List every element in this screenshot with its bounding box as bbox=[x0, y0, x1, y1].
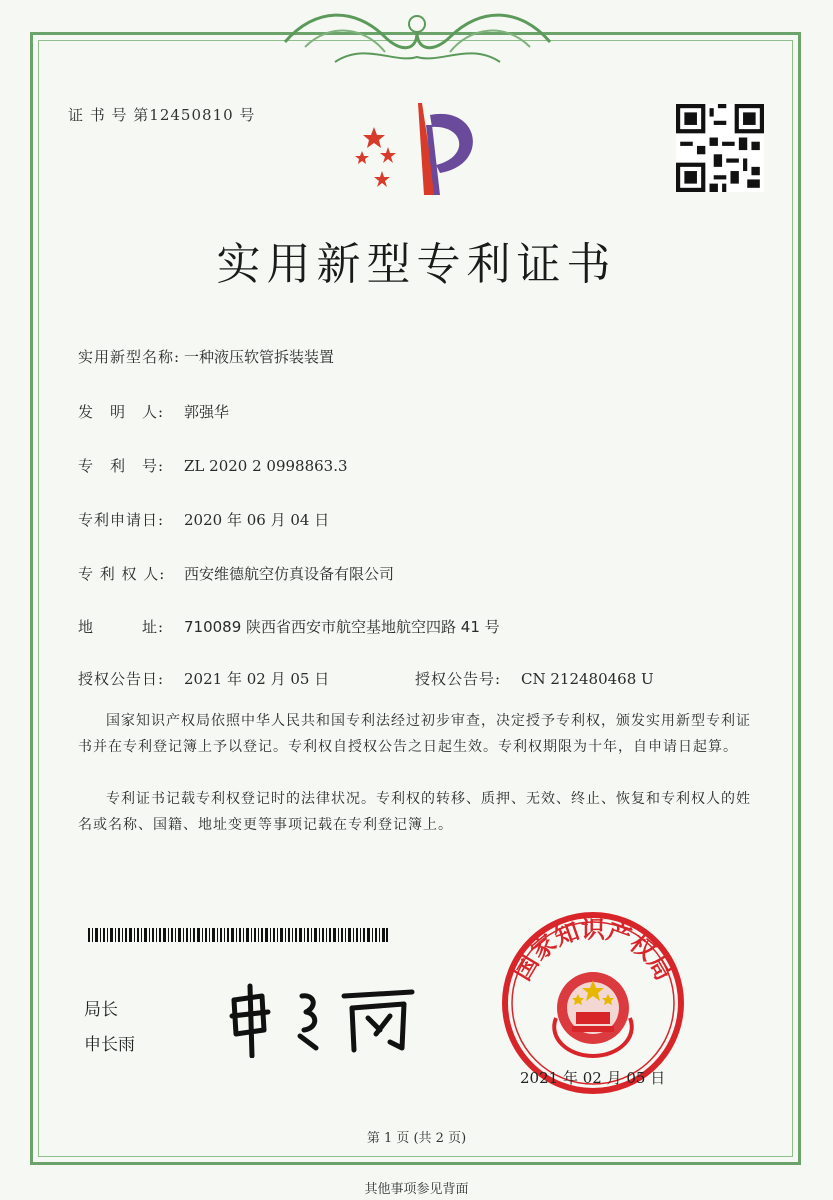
inventor-row bbox=[78, 401, 229, 422]
qr-code-icon bbox=[676, 104, 764, 192]
director-title: 局长 bbox=[84, 1000, 118, 1020]
seal-text: 国家知识产权局 bbox=[507, 915, 679, 986]
statement-paragraph-1: 国家知识产权局依照中华人民共和国专利法经过初步审查，决定授予专利权，颁发实用新型专利证书并在专利登记簿上予以登记。专利权自授权公告之日起生效。专利权期限为十年，自申请日起算。 bbox=[78, 713, 751, 755]
certificate-number: 证 书 号 第12450810 号 bbox=[68, 106, 256, 124]
top-ornament-icon bbox=[275, 2, 560, 74]
filing-date-value: 2020 年 06 月 04 日 bbox=[184, 511, 330, 529]
grant-date-value: 2021 年 02 月 05 日 bbox=[184, 670, 330, 688]
grant-date-label: 授权公告日: bbox=[78, 670, 165, 688]
address-label: 地 址: bbox=[78, 618, 165, 636]
utility-model-name-row bbox=[78, 346, 334, 367]
seal-date: 2021 年 02 月 05 日 bbox=[520, 1069, 666, 1087]
address-value: 710089 陕西省西安市航空基地航空四路 41 号 bbox=[184, 618, 500, 636]
filing-date-label: 专利申请日: bbox=[78, 511, 165, 529]
utility-model-name-label: 实用新型名称: bbox=[78, 348, 181, 366]
patent-number-label: 专 利 号: bbox=[78, 457, 165, 475]
statement-paragraph-2: 专利证书记载专利权登记时的法律状况。专利权的转移、质押、无效、终止、恢复和专利权人的姓名或名称、国籍、地址变更等事项记载在专利登记簿上。 bbox=[78, 791, 751, 833]
director-signature-icon bbox=[222, 978, 422, 1058]
back-page-note: 其他事项参见背面 bbox=[364, 1182, 469, 1197]
patent-number-row bbox=[78, 455, 348, 476]
patentee-row bbox=[78, 563, 394, 584]
filing-date-row bbox=[78, 509, 329, 530]
page-number: 第 1 页 (共 2 页) bbox=[366, 1131, 467, 1146]
director-name: 申长雨 bbox=[84, 1035, 135, 1055]
grant-number-value: CN 212480468 U bbox=[521, 670, 654, 688]
patent-number-value: ZL 2020 2 0998863.3 bbox=[184, 457, 348, 475]
patentee-value: 西安维德航空仿真设备有限公司 bbox=[184, 565, 395, 583]
barcode-icon bbox=[88, 928, 388, 942]
grant-number-label: 授权公告号: bbox=[415, 670, 502, 688]
inventor-value: 郭强华 bbox=[184, 403, 230, 421]
utility-model-name-value: 一种液压软管拆装装置 bbox=[184, 348, 335, 366]
grant-date-row bbox=[78, 668, 329, 689]
cnipa-logo-icon bbox=[340, 95, 495, 205]
patentee-label: 专 利 权 人: bbox=[78, 565, 166, 583]
certificate-title: 实用新型专利证书 bbox=[216, 239, 617, 290]
inventor-label: 发 明 人: bbox=[78, 403, 165, 421]
grant-number-row bbox=[415, 668, 654, 689]
address-row bbox=[78, 616, 500, 637]
